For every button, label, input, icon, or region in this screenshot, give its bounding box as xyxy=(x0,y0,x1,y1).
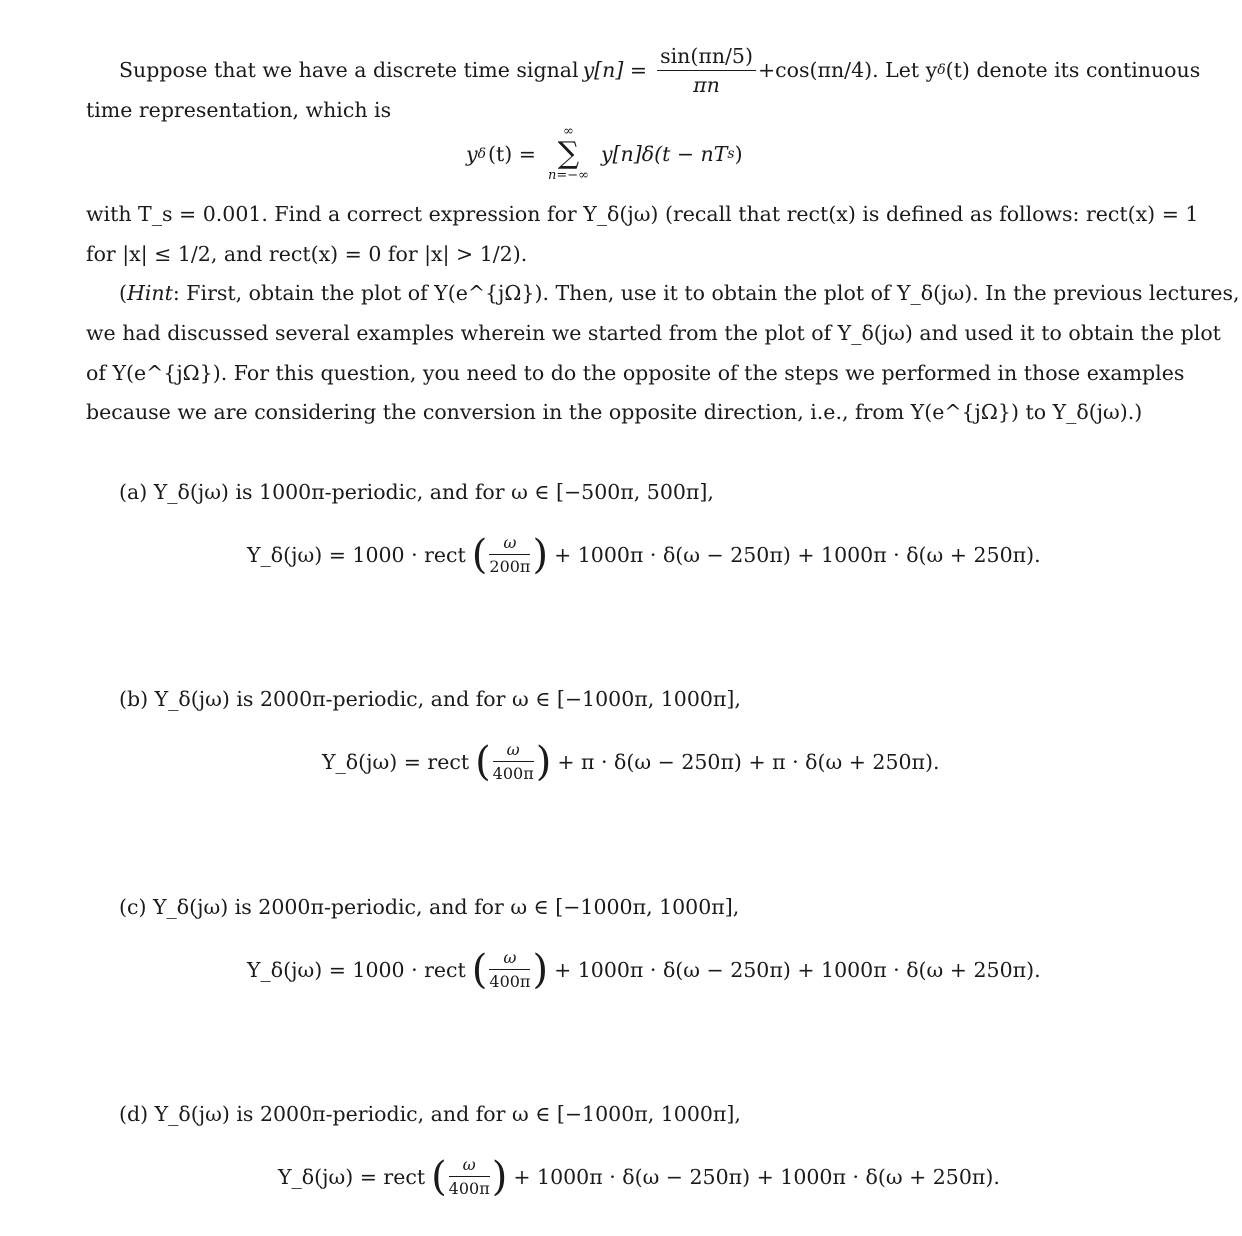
choice-b-heading: (b) Y_δ(jω) is 2000π-periodic, and for ω ∈ [−1000π, 1000π], xyxy=(119,687,741,711)
choice-d-heading: (d) Y_δ(jω) is 2000π-periodic, and for ω ∈ [−1000π, 1000π], xyxy=(119,1102,741,1126)
choice-a-rhs: + 1000π · δ(ω − 250π) + 1000π · δ(ω + 250π). xyxy=(554,543,1041,567)
choice-d-rhs: + 1000π · δ(ω − 250π) + 1000π · δ(ω + 250π). xyxy=(513,1165,1000,1189)
sigma-symbol: ∑ xyxy=(557,136,580,171)
sum-lhs-sub: δ xyxy=(477,146,487,162)
choice-c-rhs: + 1000π · δ(ω − 250π) + 1000π · δ(ω + 250π). xyxy=(554,958,1041,982)
hint-line-1: (Hint: First, obtain the plot of Y(e^{jΩ}). Then, use it to obtain the plot of Y_δ(jω). In the previous lectures, xyxy=(119,281,1240,305)
left-paren: ( xyxy=(471,532,488,578)
choice-a-heading: (a) Y_δ(jω) is 1000π-periodic, and for ω ∈ [−500π, 500π], xyxy=(119,480,714,504)
sinc-fraction xyxy=(657,44,756,97)
choice-b-rhs: + π · δ(ω − 250π) + π · δ(ω + 250π). xyxy=(557,750,940,774)
choice-b-lhs: Y_δ(jω) = rect xyxy=(322,750,470,774)
sum-rhs-sub: s xyxy=(727,146,735,162)
intro-suffix: +cos(πn/4). Let y xyxy=(757,58,938,82)
choice-d-frac-num: ω xyxy=(449,1156,490,1177)
choice-d-lhs: Y_δ(jω) = rect xyxy=(278,1165,426,1189)
sum-equation xyxy=(466,118,743,190)
choice-a-equation xyxy=(247,528,1041,582)
fraction-numerator: sin(πn/5) xyxy=(657,44,756,71)
right-paren: ) xyxy=(535,739,552,785)
right-paren: ) xyxy=(532,947,549,993)
choice-c-frac-num: ω xyxy=(489,949,530,970)
fraction-denominator: πn xyxy=(693,72,720,97)
delta-subscript: δ xyxy=(937,62,946,78)
choice-b-fraction xyxy=(493,741,534,784)
choice-a-frac-den: 200π xyxy=(489,556,531,576)
choice-b-frac-num: ω xyxy=(493,741,534,762)
sum-lhs-rest: (t) = xyxy=(488,142,536,166)
body-line-3: with T_s = 0.001. Find a correct expression for Y_δ(jω) (recall that rect(x) is defined as follows: rect(x) = 1 xyxy=(86,202,1199,226)
left-paren: ( xyxy=(475,739,491,785)
sum-upper-limit: ∞ xyxy=(563,124,574,139)
choice-c-lhs: Y_δ(jω) = 1000 · rect xyxy=(247,958,466,982)
choice-d-equation xyxy=(278,1150,1000,1204)
choice-c-fraction xyxy=(489,949,530,992)
hint-line-2: we had discussed several examples wherein we started from the plot of Y_δ(jω) and used it to obtain the plot xyxy=(86,321,1221,345)
hint-line-4: because we are considering the conversion in the opposite direction, i.e., from Y(e^{jΩ}) to Y_δ(jω).) xyxy=(86,400,1143,424)
right-paren: ) xyxy=(491,1154,508,1200)
choice-a-fraction xyxy=(489,534,530,577)
left-paren: ( xyxy=(471,947,488,993)
hint-text-1: : First, obtain the plot of Y(e^{jΩ}). Then, use it to obtain the plot of Y_δ(jω). In the previous lectures, xyxy=(172,281,1240,305)
intro-line-1 xyxy=(119,40,1200,100)
sum-lhs: y xyxy=(466,142,478,166)
summation xyxy=(548,125,589,183)
intro-prefix: Suppose that we have a discrete time signal xyxy=(119,58,579,82)
intro-end: (t) denote its continuous xyxy=(945,58,1201,82)
body-line-4: for |x| ≤ 1/2, and rect(x) = 0 for |x| > 1/2). xyxy=(86,242,528,266)
choice-d-fraction xyxy=(449,1156,490,1199)
intro-line-2: time representation, which is xyxy=(86,98,392,122)
sum-rhs: y[n]δ(t − nT xyxy=(600,142,728,166)
choice-b-frac-den: 400π xyxy=(492,763,534,783)
choice-c-heading: (c) Y_δ(jω) is 2000π-periodic, and for ω ∈ [−1000π, 1000π], xyxy=(119,895,740,919)
choice-c-equation xyxy=(247,943,1041,997)
right-paren: ) xyxy=(532,532,549,578)
left-paren: ( xyxy=(431,1154,447,1200)
choice-d-frac-den: 400π xyxy=(448,1178,490,1198)
choice-b-equation xyxy=(322,735,940,789)
hint-label: Hint xyxy=(127,281,173,305)
sum-rhs-end: ) xyxy=(734,142,743,166)
choice-a-frac-num: ω xyxy=(489,534,530,555)
choice-c-frac-den: 400π xyxy=(489,971,531,991)
choice-a-lhs: Y_δ(jω) = 1000 · rect xyxy=(247,543,466,567)
signal-y-n: y[n] = xyxy=(582,58,648,82)
hint-line-3: of Y(e^{jΩ}). For this question, you need to do the opposite of the steps we performed in those examples xyxy=(86,361,1185,385)
sum-lower-limit: n=−∞ xyxy=(547,168,589,183)
